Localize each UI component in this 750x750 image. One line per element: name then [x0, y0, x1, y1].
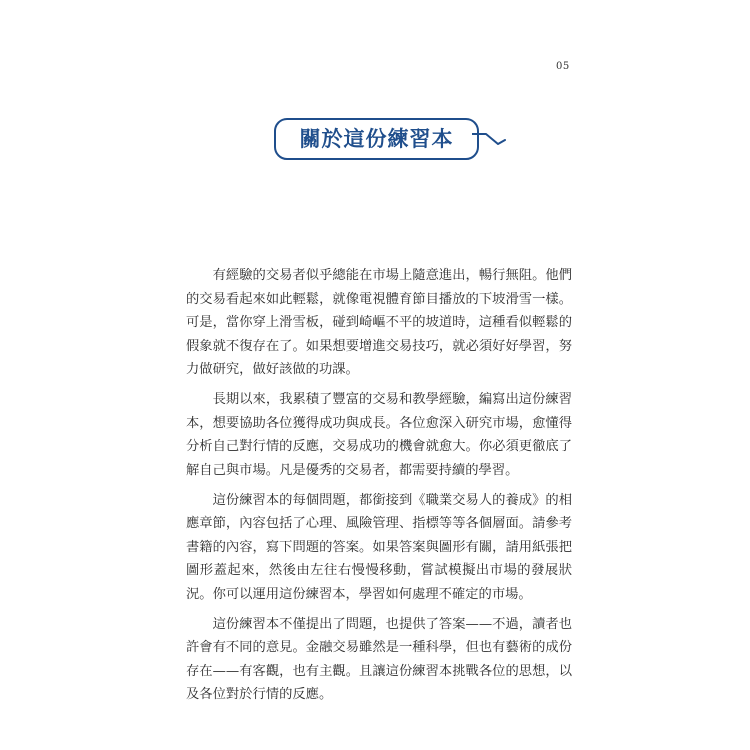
- page-number: 05: [556, 61, 570, 72]
- title-banner: [274, 118, 506, 166]
- paragraph-3: 這份練習本的每個問題，都銜接到《職業交易人的養成》的相應章節，內容包括了心理、風險管理、指標等等各個層面。請參考書籍的內容，寫下問題的答案。如果答案與圖形有關，請用紙張把圖形蓋起來，然後由左往右慢慢移動，嘗試模擬出市場的發展狀況。你可以運用這份練習本，學習如何處理不確定的市場。: [186, 492, 572, 602]
- page-title: 關於這份練習本: [299, 127, 454, 151]
- body-text: [186, 264, 572, 713]
- paragraph-1: 有經驗的交易者似乎總能在市場上隨意進出，暢行無阻。他們的交易看起來如此輕鬆，就像電視體育節目播放的下坡滑雪一樣。可是，當你穿上滑雪板，碰到崎嶇不平的坡道時，這種看似輕鬆的假象就不復存在了。如果想要增進交易技巧，就必須好好學習，努力做研究，做好該做的功課。: [186, 268, 572, 377]
- paragraph-2: 長期以來，我累積了豐富的交易和教學經驗，編寫出這份練習本，想要協助各位獲得成功與成長。各位愈深入研究市場，愈懂得分析自己對行情的反應，交易成功的機會就愈大。你必須更徹底了解自己與市場。凡是優秀的交易者，都需要持續的學習。: [186, 392, 572, 478]
- paragraph-4: 這份練習本不僅提出了問題，也提供了答案——不過，讀者也許會有不同的意見。金融交易雖然是一種科學，但也有藝術的成份存在——有客觀，也有主觀。且讓這份練習本挑戰各位的思想，以及各位對於行情的反應。: [186, 616, 572, 702]
